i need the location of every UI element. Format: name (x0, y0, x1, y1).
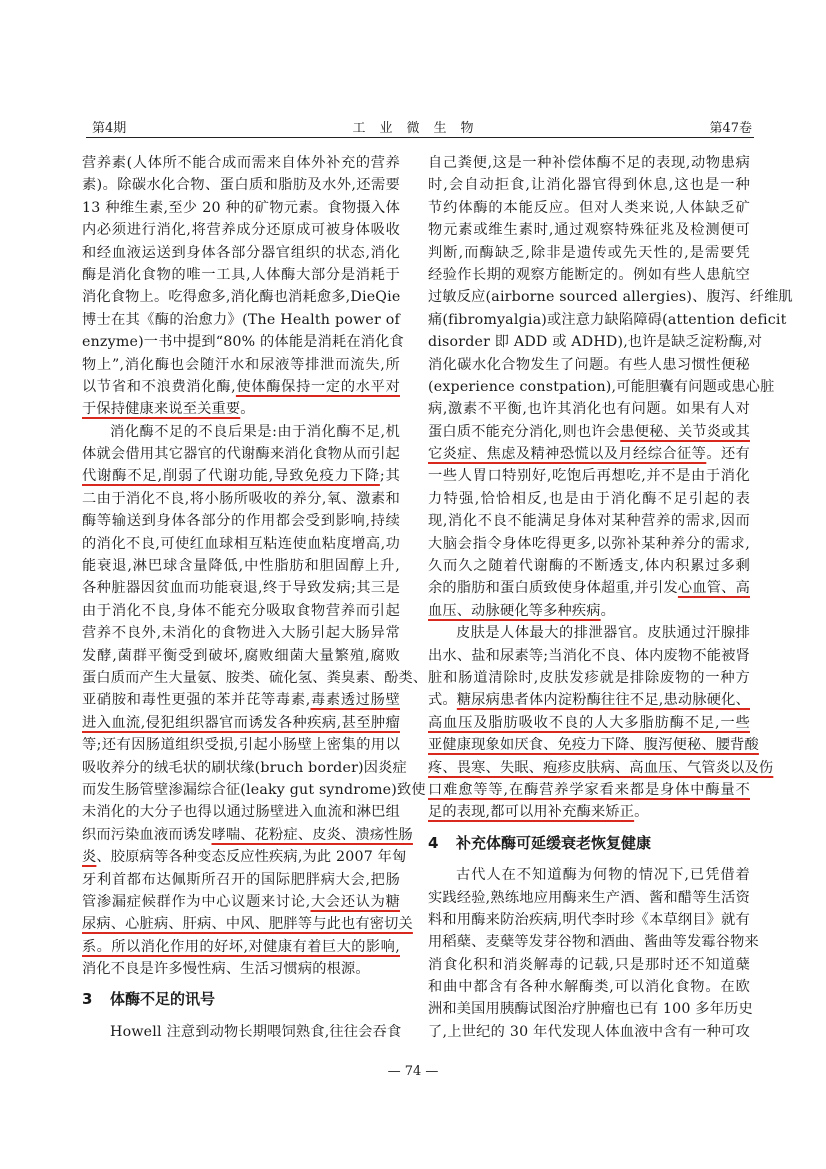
text-line (428, 667, 750, 689)
text-segment: 蛋白质不能充分消化,则也许会 (428, 423, 621, 440)
text-line (82, 936, 400, 958)
text-line (428, 600, 750, 622)
text-line (82, 398, 400, 420)
text-segment: 过敏反应(airborne sourced allergies)、腹泻、纤维肌 (428, 289, 793, 306)
text-segment: 痛(fibromyalgia)或注意力缺陷障碍(attention deficit (428, 311, 787, 328)
highlighted-text: 使体酶保持一定的水平对 (235, 378, 400, 395)
highlighted-text: 大会还认为糖 (310, 893, 400, 910)
text-line (428, 909, 750, 931)
text-segment: 一些人胃口特别好,吃饱后再想吃,并不是由于消化 (428, 468, 750, 485)
text-line (82, 197, 400, 219)
highlighted-text: 疼、畏寒、失眠、疱疹皮肤病、高血压、气管炎以及伤 (428, 759, 774, 776)
text-segment: 牙利首都布达佩斯所召开的国际肥胖病大会,把肠 (82, 871, 400, 888)
text-line (428, 779, 750, 801)
text-segment: 和曲中都含有各种水解酶类,可以消化食物。在欧 (428, 979, 750, 996)
text-segment: 。 (240, 401, 255, 418)
text-segment: 实践经验,熟练地应用酶来生产酒、酱和醋等生活资 (428, 889, 750, 906)
text-segment: 病,激素不平衡,也许其消化也有问题。如果有人对 (428, 401, 750, 418)
text-line (82, 488, 400, 510)
highlighted-text: 亚健康现象如厌食、免疫力下降、腹泻便秘、腰背酸 (428, 737, 759, 754)
text-line (82, 645, 400, 667)
text-line (82, 443, 400, 465)
text-segment: 二由于消化不良,将小肠所吸收的养分,氧、激素和 (82, 490, 400, 507)
text-segment: 内必须进行消化,将营养成分还原成可被身体吸收 (82, 222, 400, 239)
volume-number: 第47卷 (709, 121, 752, 136)
text-line (428, 354, 750, 376)
text-segment: 营养素(人体所不能合成而需来自体外补充的营养 (82, 155, 400, 171)
text-segment: 消化不良是许多慢性病、生活习惯病的根源。 (82, 961, 370, 978)
text-segment: 余的脂肪和蛋白质致使身体超重,并引发 (428, 580, 678, 597)
text-line (428, 152, 750, 174)
text-segment: 式。 (428, 692, 457, 709)
text-line (82, 533, 400, 555)
section-4-heading (428, 832, 750, 854)
text-line (82, 174, 400, 196)
text-segment: 时,会自动拒食,让消化器官得到休息,这也是一种 (428, 177, 750, 194)
text-line (428, 887, 750, 909)
text-line (428, 533, 750, 555)
highlighted-text: 口难愈等等,在酶营养学家看来都是身体中酶量不 (428, 781, 750, 798)
text-segment: 。 (634, 804, 649, 821)
text-line (82, 219, 400, 241)
text-segment: 博士在其《酶的治愈力》(The Health power of (82, 311, 400, 328)
text-line (428, 174, 750, 196)
left-column (82, 152, 428, 1043)
text-line (428, 309, 787, 331)
text-segment: 未消化的大分子也得以通过肠壁进入血流和淋巴组 (82, 804, 400, 821)
text-line (428, 577, 750, 599)
text-line (82, 891, 400, 913)
text-line (82, 264, 400, 286)
text-line (428, 443, 750, 465)
text-segment: 而发生肠管壁渗漏综合征(leaky gut syndrome)致使 (82, 781, 426, 798)
text-line (82, 734, 400, 756)
text-segment: 和经血液运送到身体各部分器官组织的状态,消化 (82, 244, 400, 261)
highlighted-text: 足的表现,都可以用补充酶来矫正 (428, 804, 635, 821)
section-3-heading (82, 988, 400, 1010)
text-line (82, 510, 400, 532)
text-segment: 力特强,恰恰相反,也是由于消化酶不足引起的表 (428, 490, 750, 507)
text-segment: 洲和美国用胰酶试图治疗肿瘤也已有 100 多年历史 (428, 1001, 753, 1018)
text-line (82, 465, 400, 487)
text-line (428, 510, 750, 532)
text-line (82, 309, 400, 331)
text-segment: 物上”,消化酶也会随汗水和尿液等排泄而流失,所 (82, 356, 400, 373)
text-segment: 自己粪便,这是一种补偿体酶不足的表现,动物患病 (428, 155, 750, 171)
text-line (428, 998, 753, 1020)
text-segment: 消食化积和消炎解毒的记载,只是那时还不知道蘖 (428, 956, 750, 973)
section-4-title: 补充体酶可延缓衰老恢复健康 (456, 833, 652, 852)
issue-number: 第4期 (92, 121, 127, 136)
section-4-body (428, 864, 759, 1043)
text-line (428, 976, 750, 998)
text-segment: (experience constpation),可能胆囊有问题或患心脏 (428, 378, 775, 395)
section-3-body (82, 1021, 400, 1043)
text-line (428, 734, 759, 756)
text-line (82, 1021, 400, 1043)
text-segment: 经验作长期的观察方能断定的。例如有些人患航空 (428, 266, 750, 283)
highlighted-text: 系。所以消化作用的好坏,对健康有着巨大的影响, (82, 938, 400, 955)
text-line (82, 286, 400, 308)
text-segment: 消化食物上。吃得愈多,消化酶也消耗愈多,DieQie (82, 289, 401, 306)
highlighted-text: 毒素透过肠壁 (310, 692, 400, 709)
text-line (82, 689, 400, 711)
running-header (88, 114, 752, 138)
text-segment: 能衰退,淋巴球含量降低,中性脂肪和胆固醇上升, (82, 558, 400, 575)
text-segment: 织而污染血液而诱发 (82, 826, 212, 843)
text-segment: enzyme)一书中提到“80% 的体能是消耗在消化食 (82, 334, 404, 351)
text-line (428, 757, 774, 779)
text-line (82, 152, 400, 174)
text-segment: 节约体酶的本能反应。但对人类来说,人体缺乏矿 (428, 199, 750, 216)
text-segment: 。 (600, 602, 616, 619)
highlighted-text: 心血管、高 (677, 580, 750, 597)
text-line (428, 197, 750, 219)
text-line (428, 242, 750, 264)
highlighted-text: 它炎症、焦虑及精神恐慌以及月经综合征等 (428, 446, 707, 463)
highlighted-text: 代谢酶不足,削弱了代谢功能,导致免疫力下降 (82, 468, 380, 485)
section-3-number: 3 (82, 990, 93, 1009)
text-segment: 物元素或维生素时,通过观察特殊征兆及检测便可 (428, 222, 750, 239)
text-line (428, 1021, 750, 1043)
page-number: — 74 — (387, 1064, 439, 1079)
text-segment: 消化酶不足的不良后果是:由于消化酶不足,机 (110, 423, 400, 440)
text-segment: 出水、盐和尿素等;当消化不良、体内废物不能被肾 (428, 647, 750, 664)
text-line (82, 421, 400, 443)
section-3-title: 体酶不足的讯号 (110, 990, 216, 1009)
text-segment: 大脑会指令身体吃得更多,以弥补某种养分的需求, (428, 535, 750, 552)
text-segment: 现,消化不良不能满足身体对某种营养的需求,因而 (428, 513, 750, 530)
text-line (82, 622, 400, 644)
text-line (428, 488, 750, 510)
highlighted-text: 于保持健康来说至关重要 (82, 401, 241, 418)
text-segment: 判断,而酶缺乏,除非是遗传或先天性的,是需要凭 (428, 244, 750, 261)
text-line (82, 555, 400, 577)
text-line (428, 331, 763, 353)
left-body (82, 152, 428, 980)
text-line (428, 555, 750, 577)
highlighted-text: 高血压及脂肪吸收不良的人大多脂肪酶不足,一些 (428, 714, 750, 731)
text-line (82, 376, 400, 398)
text-line (428, 931, 759, 953)
highlighted-text: 尿病、心脏病、肝病、中风、肥胖等与此也有密切关 (82, 916, 413, 933)
text-segment: 用稻蘖、麦蘖等发芽谷物和酒曲、酱曲等发霉谷物来 (428, 934, 759, 951)
text-segment: 管渗漏症候群作为中心议题来讨论, (82, 893, 311, 910)
text-segment: 发酵,菌群平衡受到破坏,腐败细菌大量繁殖,腐败 (82, 647, 400, 664)
text-line (428, 286, 793, 308)
text-segment: 以节省和不浪费消化酶, (82, 378, 236, 395)
text-segment: 久而久之随着代谢酶的不断透支,体内积累过多剩 (428, 558, 750, 575)
right-column (428, 152, 793, 1043)
text-segment: ;其 (379, 468, 400, 485)
text-segment: 体就会借用其它器官的代谢酶来消化食物从而引起 (82, 446, 400, 463)
text-line (82, 712, 400, 734)
text-segment: 吸收养分的绒毛状的刷状缘(bruch border)因炎症 (82, 759, 407, 776)
journal-title: 工业微生物 (352, 121, 488, 136)
text-segment: 脏和肠道清除时,皮肤发疹就是排除废物的一种方 (428, 669, 750, 686)
text-segment: 。还有 (706, 446, 750, 463)
text-segment: 、胶原病等各种变态反应性疾病,为此 2007 年匈 (96, 849, 407, 866)
text-segment: Howell 注意到动物长期喂饲熟食,往往会吞食 (110, 1023, 402, 1040)
header-rule (86, 137, 754, 138)
highlighted-text: 血压、动脉硬化等多种疾病 (428, 602, 601, 619)
highlighted-text: 患便秘、关节炎或其 (620, 423, 750, 440)
text-line (82, 354, 400, 376)
text-segment: 素)。除碳水化合物、蛋白质和脂肪及水外,还需要 (82, 177, 400, 194)
text-line (428, 264, 750, 286)
section-4-number: 4 (428, 833, 439, 852)
text-segment: 亚硝胺和毒性更强的苯并芘等毒素, (82, 692, 311, 709)
text-line (82, 242, 400, 264)
text-line (428, 645, 750, 667)
text-segment: 酶是消化食物的唯一工具,人体酶大部分是消耗于 (82, 266, 400, 283)
text-segment: 13 种维生素,至少 20 种的矿物元素。食物摄入体 (82, 199, 400, 216)
text-line (82, 846, 407, 868)
text-segment: 蛋白质而产生大量氨、胺类、硫化氢、粪臭素、酚类、 (82, 669, 428, 686)
text-segment: 由于消化不良,身体不能充分吸取食物营养而引起 (82, 602, 400, 619)
right-body (428, 152, 793, 824)
highlighted-text: 炎 (82, 849, 97, 866)
text-line (82, 958, 400, 980)
text-line (428, 689, 750, 711)
text-line (428, 954, 750, 976)
text-line (82, 779, 426, 801)
text-segment: 各种脏器因贫血而功能衰退,终于导致发病;其三是 (82, 580, 400, 597)
text-line (428, 712, 750, 734)
text-line (82, 757, 407, 779)
text-line (82, 600, 400, 622)
text-line (82, 577, 400, 599)
text-line (82, 801, 400, 823)
highlighted-text: 进入血流,侵犯组织器官而诱发各种疾病,甚至肿瘤 (82, 714, 400, 731)
text-segment: 营养不良外,未消化的食物进入大肠引起大肠异常 (82, 625, 400, 642)
text-segment: 等;还有因肠道组织受损,引起小肠壁上密集的用以 (82, 737, 400, 754)
text-segment: 消化碳水化合物发生了问题。有些人患习惯性便秘 (428, 356, 750, 373)
text-line (428, 398, 750, 420)
text-line (82, 824, 413, 846)
text-segment: 料和用酶来防治疾病,明代李时珍《本草纲目》就有 (428, 911, 750, 928)
text-line (82, 667, 428, 689)
text-segment: 古代人在不知道酶为何物的情况下,已凭借着 (456, 867, 750, 884)
text-line (428, 622, 750, 644)
text-segment: disorder 即 ADD 或 ADHD),也许是缺乏淀粉酶,对 (428, 334, 763, 351)
text-line (82, 913, 413, 935)
text-line (428, 219, 750, 241)
text-segment: 酶等输送到身体各部分的作用都会受到影响,持续 (82, 513, 400, 530)
text-line (428, 421, 750, 443)
text-line (428, 376, 775, 398)
text-segment: 了,上世纪的 30 年代发现人体血液中含有一种可攻 (428, 1023, 750, 1040)
text-line (82, 869, 400, 891)
text-line (428, 864, 750, 886)
text-line (428, 465, 750, 487)
highlighted-text: 糖尿病患者体内淀粉酶往往不足,患动脉硬化、 (456, 692, 750, 709)
text-segment: 的消化不良,可使红血球相互粘连使血粘度增高,功 (82, 535, 400, 552)
highlighted-text: 哮喘、花粉症、皮炎、溃疡性肠 (211, 826, 413, 843)
text-line (82, 331, 404, 353)
text-segment: 皮肤是人体最大的排泄器官。皮肤通过汗腺排 (456, 625, 750, 642)
text-line (428, 801, 750, 823)
